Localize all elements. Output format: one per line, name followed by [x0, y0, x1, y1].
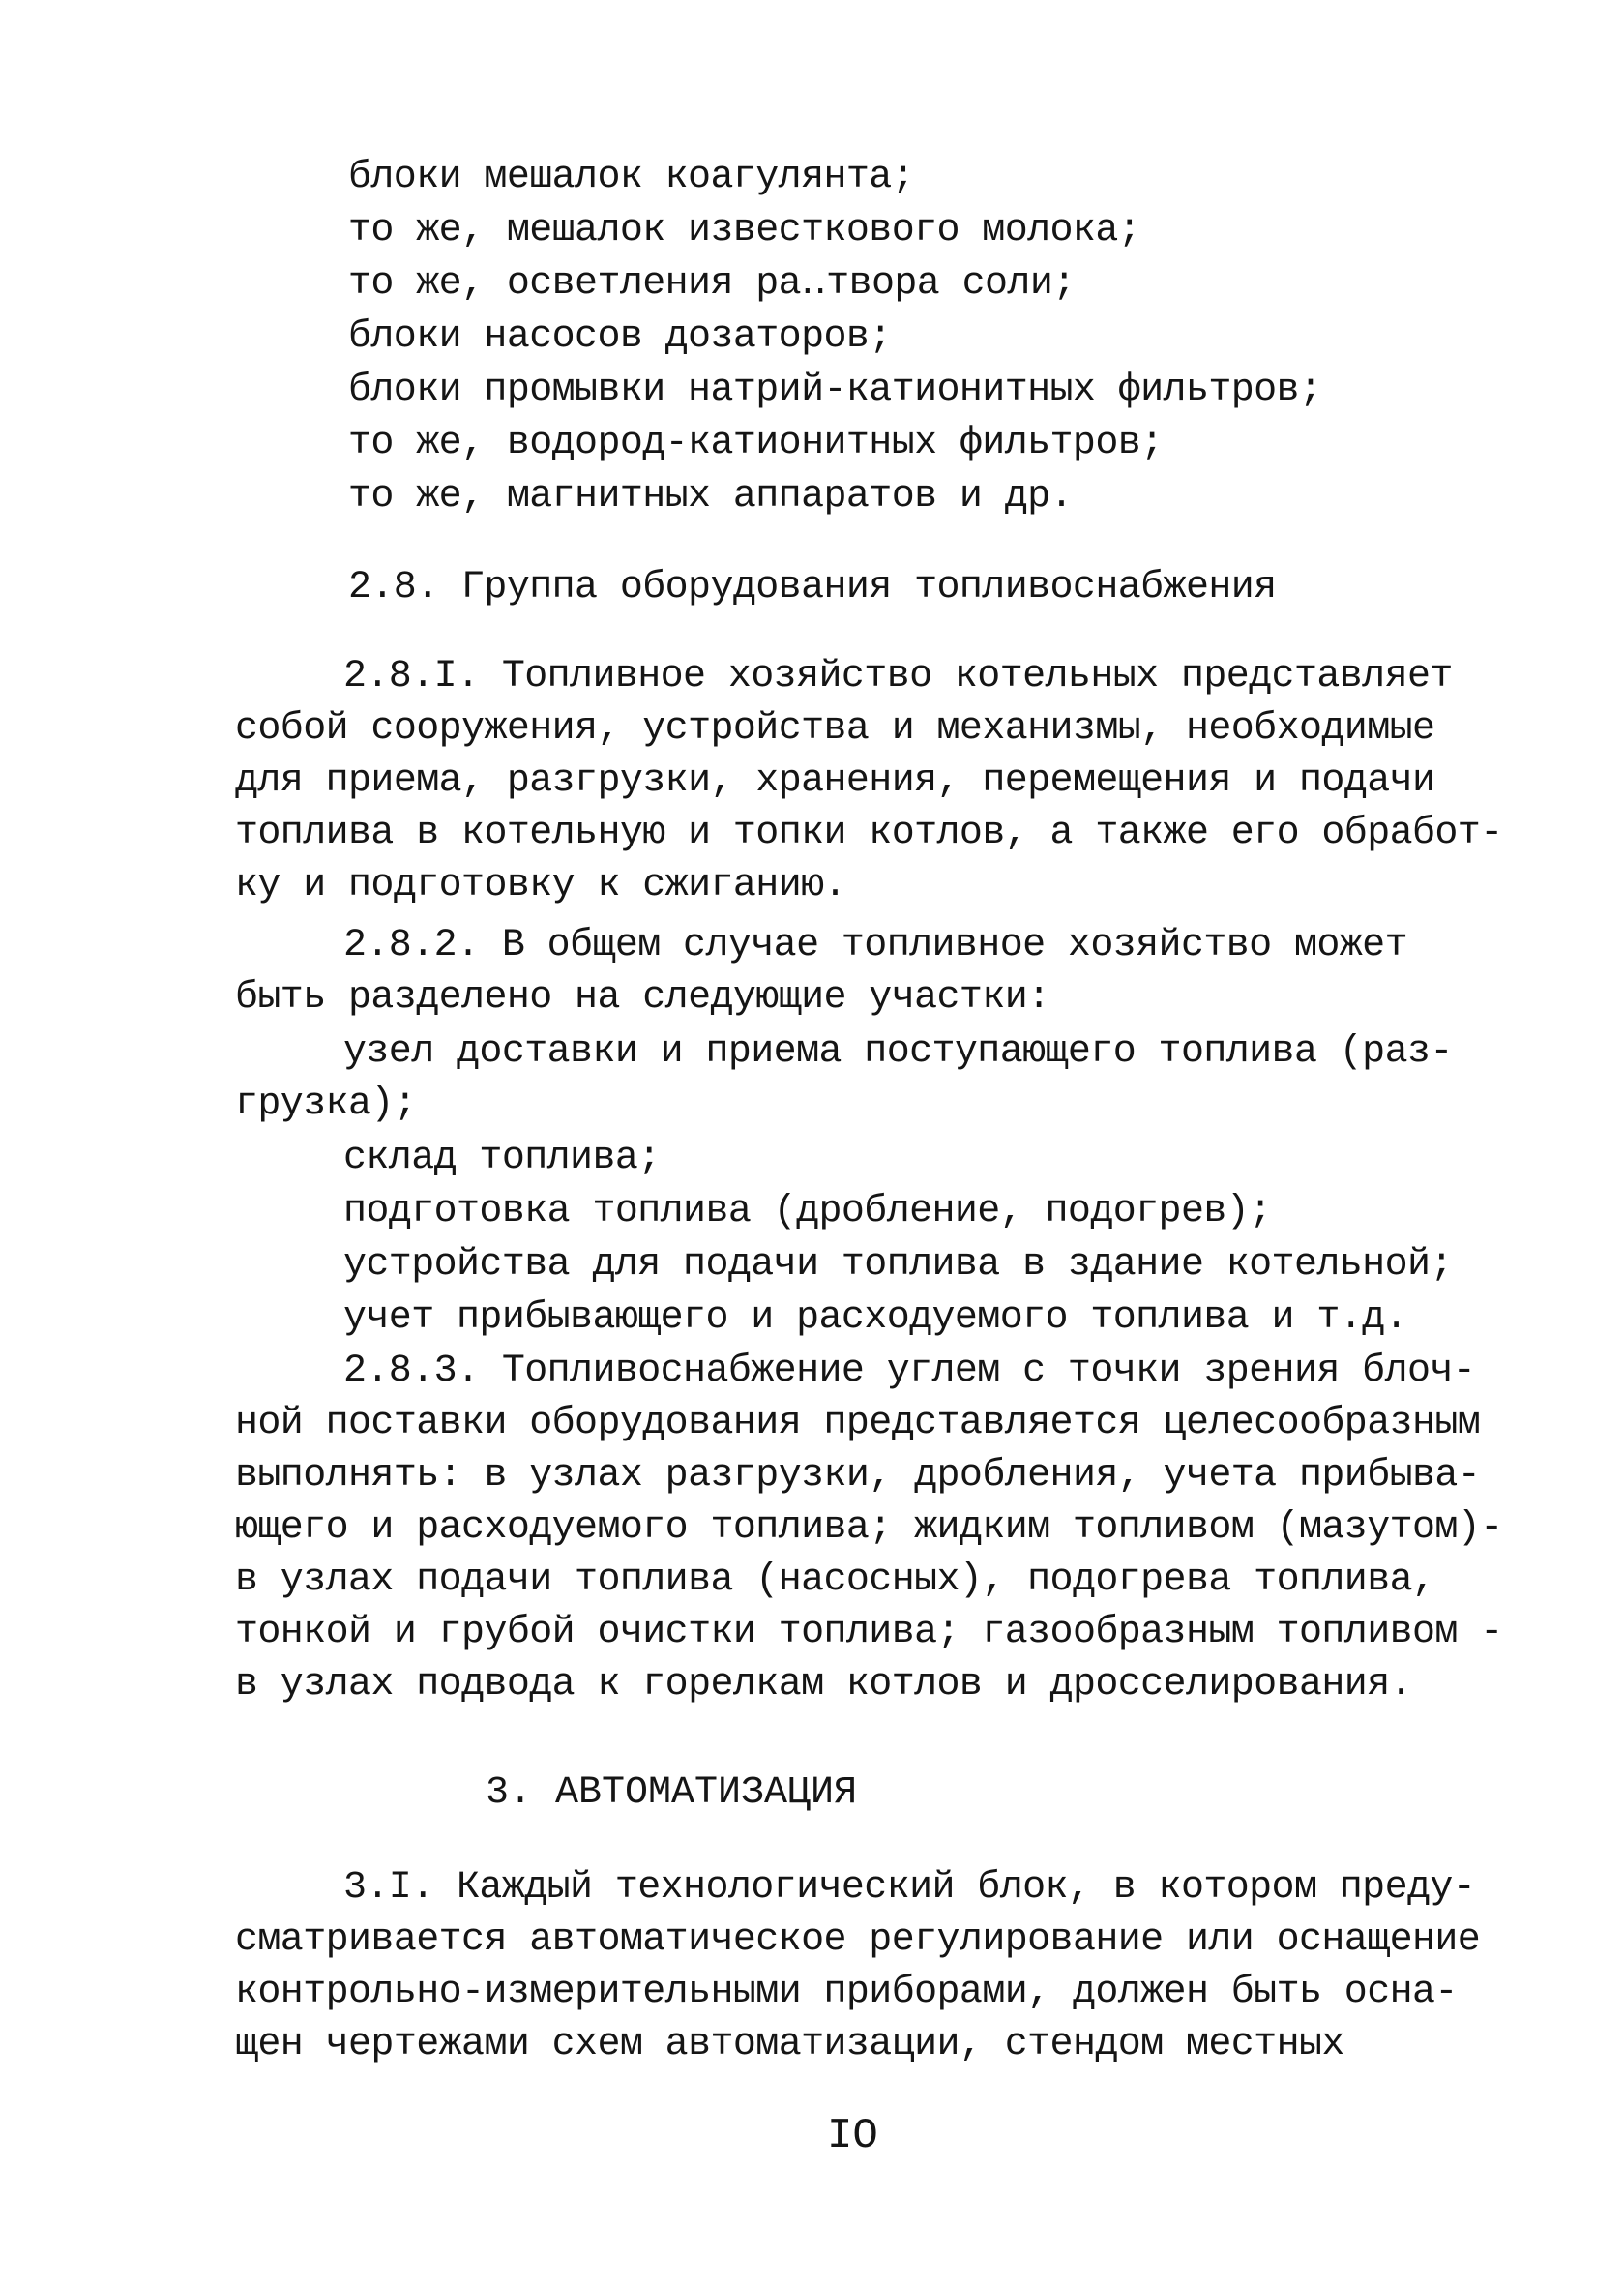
section-heading: 2.8. Группа оборудования топливоснабжения [348, 566, 1277, 609]
list-item: блоки промывки натрий-катионитных фильтров; [348, 369, 1322, 412]
paragraph-line: 2.8.3. Топливоснабжение углем с точки зрения блоч- [343, 1350, 1476, 1393]
list-item: узел доставки и приема поступающего топлива (раз- [343, 1030, 1453, 1074]
paragraph-line: в узлах подачи топлива (насосных), подогрева топлива, [235, 1559, 1435, 1602]
paragraph-line: тонкой и грубой очистки топлива; газообразным топливом - [235, 1611, 1503, 1654]
list-item: учет прибывающего и расходуемого топлива и т.д. [343, 1296, 1407, 1340]
list-item: то же, водород-катионитных фильтров; [348, 422, 1164, 465]
page-number: IO [827, 2112, 878, 2160]
list-item: то же, мешалок известкового молока; [348, 209, 1141, 252]
paragraph-line: для приема, разгрузки, хранения, перемещения и подачи [235, 759, 1435, 803]
list-item: то же, осветления ра‥твора соли; [348, 262, 1076, 306]
paragraph-line: в узлах подвода к горелкам котлов и дросселирования. [235, 1663, 1413, 1707]
paragraph-line: быть разделено на следующие участки: [235, 976, 1050, 1020]
chapter-heading: 3. АВТОМАТИЗАЦИЯ [486, 1771, 858, 1815]
paragraph-line: ющего и расходуемого топлива; жидким топливом (мазутом)- [235, 1506, 1503, 1550]
paragraph-line: щен чертежами схем автоматизации, стендом местных [235, 2023, 1344, 2066]
paragraph-line: ной поставки оборудования представляется целесообразным [235, 1402, 1481, 1445]
list-item: блоки мешалок коагулянта; [348, 156, 915, 199]
list-item: склад топлива; [343, 1137, 661, 1180]
paragraph-line: выполнять: в узлах разгрузки, дробления, учета прибыва- [235, 1454, 1481, 1498]
paragraph-line: ку и подготовку к сжиганию. [235, 864, 846, 907]
list-item: блоки насосов дозаторов; [348, 315, 892, 359]
paragraph-line: 2.8.I. Топливное хозяйство котельных представляет [343, 655, 1453, 698]
paragraph-line: собой сооружения, устройства и механизмы, необходимые [235, 707, 1435, 751]
paragraph-line: 3.I. Каждый технологический блок, в котором преду- [343, 1866, 1476, 1910]
list-item: подготовка топлива (дробление, подогрев); [343, 1190, 1272, 1233]
paragraph-line: топлива в котельную и топки котлов, а также его обработ- [235, 812, 1503, 855]
paragraph-line: контрольно-измерительными приборами, должен быть осна- [235, 1971, 1458, 2014]
list-item: то же, магнитных аппаратов и др. [348, 475, 1073, 519]
paragraph-line: 2.8.2. В общем случае топливное хозяйство может [343, 924, 1407, 967]
list-item: грузка); [235, 1083, 417, 1126]
list-item: устройства для подачи топлива в здание котельной; [343, 1243, 1453, 1287]
paragraph-line: сматривается автоматическое регулирование или оснащение [235, 1918, 1481, 1962]
